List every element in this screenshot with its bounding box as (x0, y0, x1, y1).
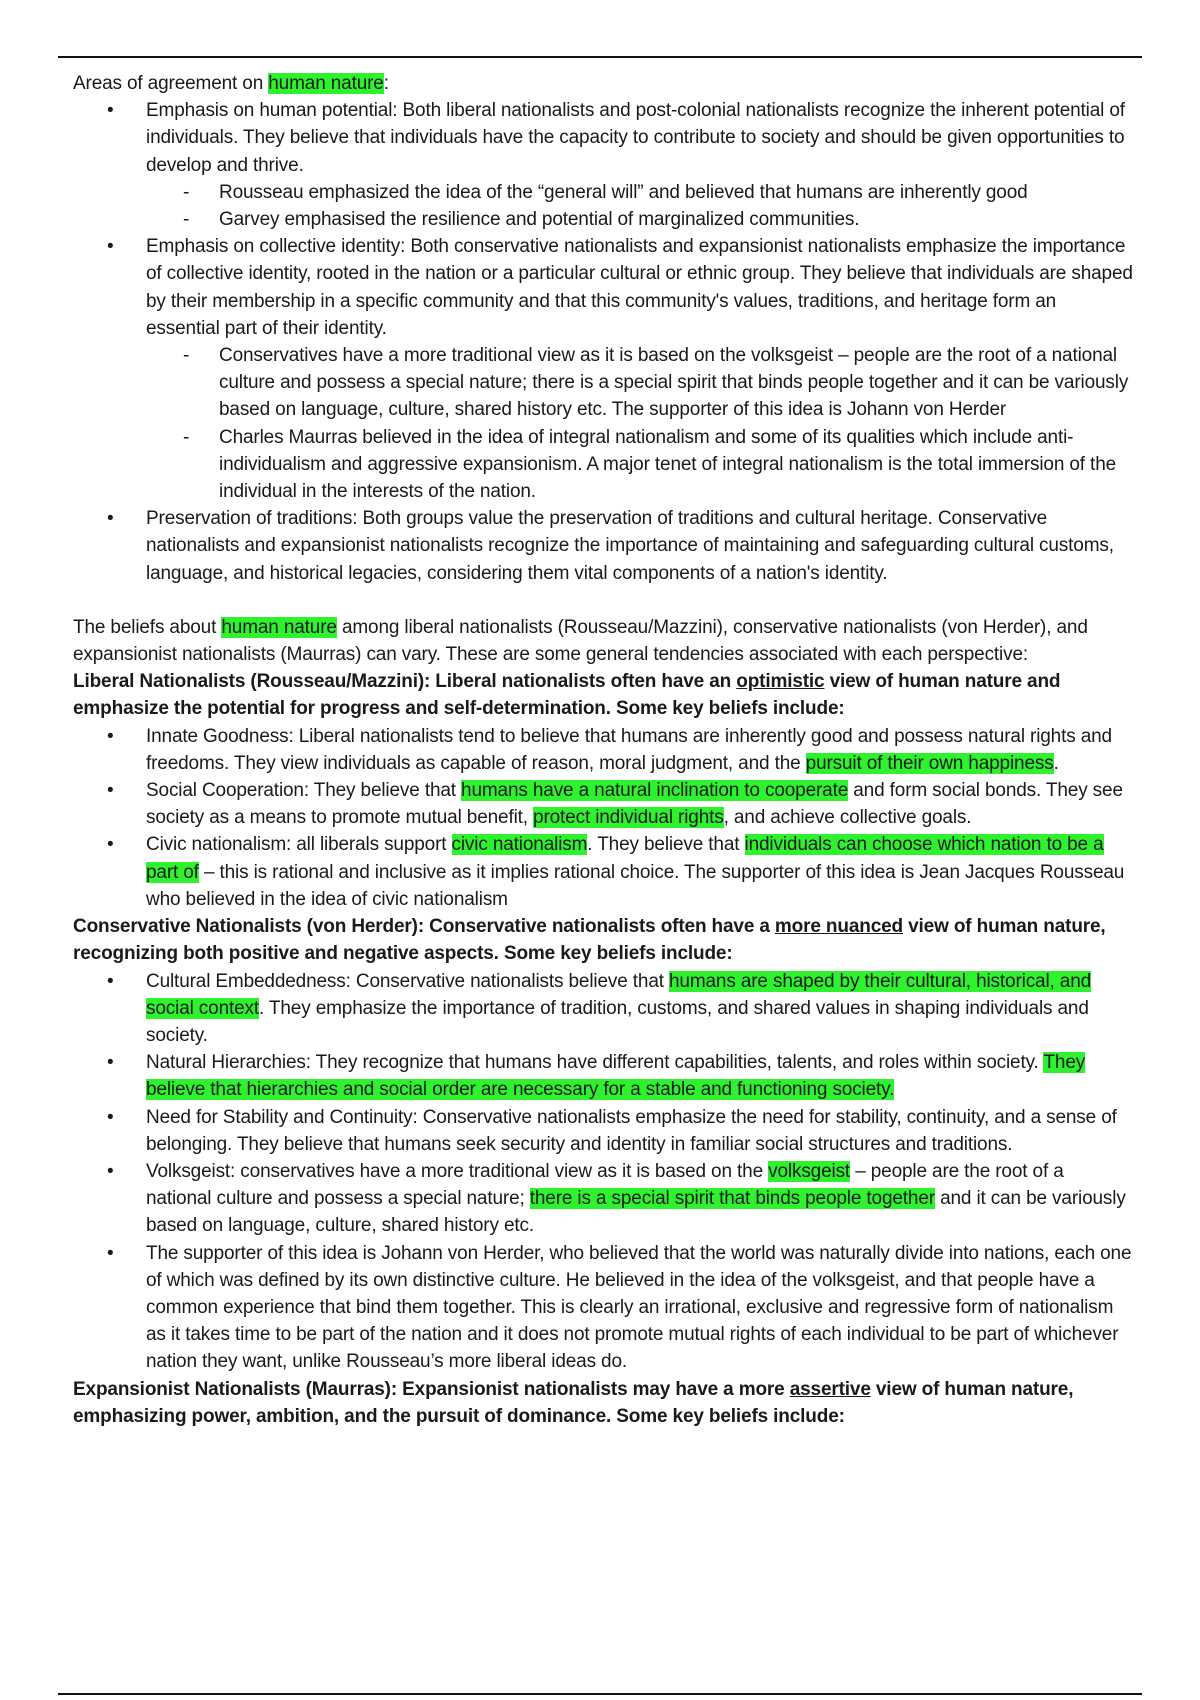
expansionist-heading: Expansionist Nationalists (Maurras): Expansionist nationalists may have a more assertive view of human nature, emphasizing power, ambition, and the pursuit of dominance. Some key beliefs include: (73, 1378, 1074, 1427)
highlight: human nature (221, 616, 337, 638)
list-item: • Civic nationalism: all liberals support civic nationalism. They believe that individuals can choose which nation to be a part of – this is rational and inclusive as it implies rational choice. The supporter of this idea is Jean Jacques Rousseau who believed in the idea of civic nationalism (73, 831, 1133, 913)
highlight: pursuit of their own happiness (805, 752, 1054, 774)
list-item: • Natural Hierarchies: They recognize that humans have different capabilities, talents, and roles within society. They believe that hierarchies and social order are necessary for a stable and functioning society. (73, 1049, 1133, 1103)
highlight: civic nationalism (451, 834, 588, 856)
liberal-heading: Liberal Nationalists (Rousseau/Mazzini): Liberal nationalists often have an optimistic view of human nature and emphasize the potential for progress and self-determination. Some key beliefs include: (73, 671, 1061, 720)
sub-list-item: - Conservatives have a more traditional view as it is based on the volksgeist – people are the root of a national culture and possess a special nature; there is a special spirit that binds people together and it can be variously based on language, culture, shared history etc. The supporter of this idea is Johann von Herder (146, 342, 1133, 424)
beliefs-intro: The beliefs about human nature among liberal nationalists (Rousseau/Mazzini), conservative nationalists (von Herder), and expansionist nationalists (Maurras) can vary. These are some general tendencies associated with each perspective: (73, 616, 1088, 666)
sub-list (146, 179, 1133, 233)
highlight: individuals can choose which nation to be a part of (146, 834, 1104, 883)
conservative-heading: Conservative Nationalists (von Herder): Conservative nationalists often have a more nuanced view of human nature, recognizing both positive and negative aspects. Some key beliefs include: (73, 916, 1106, 965)
list-item: • Preservation of traditions: Both groups value the preservation of traditions and cultural heritage. Conservative nationalists and expansionist nationalists recognize the importance of maintaining and safeguarding cultural customs, language, and historical legacies, considering them vital components of a nation's identity. (73, 505, 1133, 587)
highlight: there is a special spirit that binds people together (529, 1188, 935, 1210)
sub-list (146, 342, 1133, 505)
agreement-list (73, 97, 1133, 587)
highlight: protect individual rights (533, 807, 724, 829)
sub-list-item: - Garvey emphasised the resilience and potential of marginalized communities. (146, 206, 1133, 233)
list-item: • Cultural Embeddedness: Conservative nationalists believe that humans are shaped by their cultural, historical, and social context. They emphasize the importance of tradition, customs, and shared values in shaping individuals and society. (73, 968, 1133, 1050)
list-item: • Social Cooperation: They believe that humans have a natural inclination to cooperate and form social bonds. They see society as a means to promote mutual benefit, protect individual rights, and achieve collective goals. (73, 777, 1133, 831)
list-item: • Emphasis on human potential: Both liberal nationalists and post-colonial nationalists recognize the inherent potential of individuals. They believe that individuals have the capacity to contribute to society and should be given opportunities to develop and thrive. - Rousseau emphasized the idea of the “general will” and believed that humans are inherently good - Garvey emphasised the resilience and potential of marginalized communities. (73, 97, 1133, 233)
highlight: volksgeist (768, 1160, 851, 1182)
list-item: • Emphasis on collective identity: Both conservative nationalists and expansionist nationalists emphasize the importance of collective identity, rooted in the nation or a particular cultural or ethnic group. They believe that individuals are shaped by their membership in a specific community and that this community's values, traditions, and heritage form an essential part of their identity. - Conservatives have a more traditional view as it is based on the volksgeist – people are the root of a national culture and possess a special nature; there is a special spirit that binds people together and it can be variously based on language, culture, shared history etc. The supporter of this idea is Johann von Herder - Charles Maurras believed in the idea of integral nationalism and some of its qualities which include anti-individualism and aggressive expansionism. A major tenet of integral nationalism is the total immersion of the individual in the interests of the nation. (73, 233, 1133, 505)
document-body (73, 70, 1133, 1430)
bottom-rule (58, 1693, 1142, 1695)
highlight: They believe that hierarchies and social order are necessary for a stable and functioning society. (146, 1052, 1086, 1101)
highlight: human nature (268, 73, 384, 94)
list-item: • The supporter of this idea is Johann von Herder, who believed that the world was naturally divide into nations, each one of which was defined by its own distinctive culture. He believed in the idea of the volksgeist, and that people have a common experience that bind them together. This is clearly an irrational, exclusive and regressive form of nationalism as it takes time to be part of the nation and it does not promote mutual rights of each individual to be part of whichever nation they want, unlike Rousseau’s more liberal ideas do. (73, 1240, 1133, 1376)
liberal-list (73, 723, 1133, 913)
list-item: • Need for Stability and Continuity: Conservative nationalists emphasize the need for stability, continuity, and a sense of belonging. They believe that humans seek security and identity in familiar social structures and traditions. (73, 1104, 1133, 1158)
sub-list-item: - Charles Maurras believed in the idea of integral nationalism and some of its qualities which include anti-individualism and aggressive expansionism. A major tenet of integral nationalism is the total immersion of the individual in the interests of the nation. (146, 424, 1133, 506)
agreement-intro: Areas of agreement on human nature: (73, 73, 389, 94)
highlight: humans have a natural inclination to cooperate (461, 780, 849, 802)
highlight: humans are shaped by their cultural, historical, and social context (146, 970, 1092, 1019)
list-item: • Innate Goodness: Liberal nationalists tend to believe that humans are inherently good and possess natural rights and freedoms. They view individuals as capable of reason, moral judgment, and the pursuit of their own happiness. (73, 723, 1133, 777)
top-rule (58, 56, 1142, 58)
conservative-list (73, 968, 1133, 1376)
list-item: • Volksgeist: conservatives have a more traditional view as it is based on the volksgeist – people are the root of a national culture and possess a special nature; there is a special spirit that binds people together and it can be variously based on language, culture, shared history etc. (73, 1158, 1133, 1240)
sub-list-item: - Rousseau emphasized the idea of the “general will” and believed that humans are inherently good (146, 179, 1133, 206)
